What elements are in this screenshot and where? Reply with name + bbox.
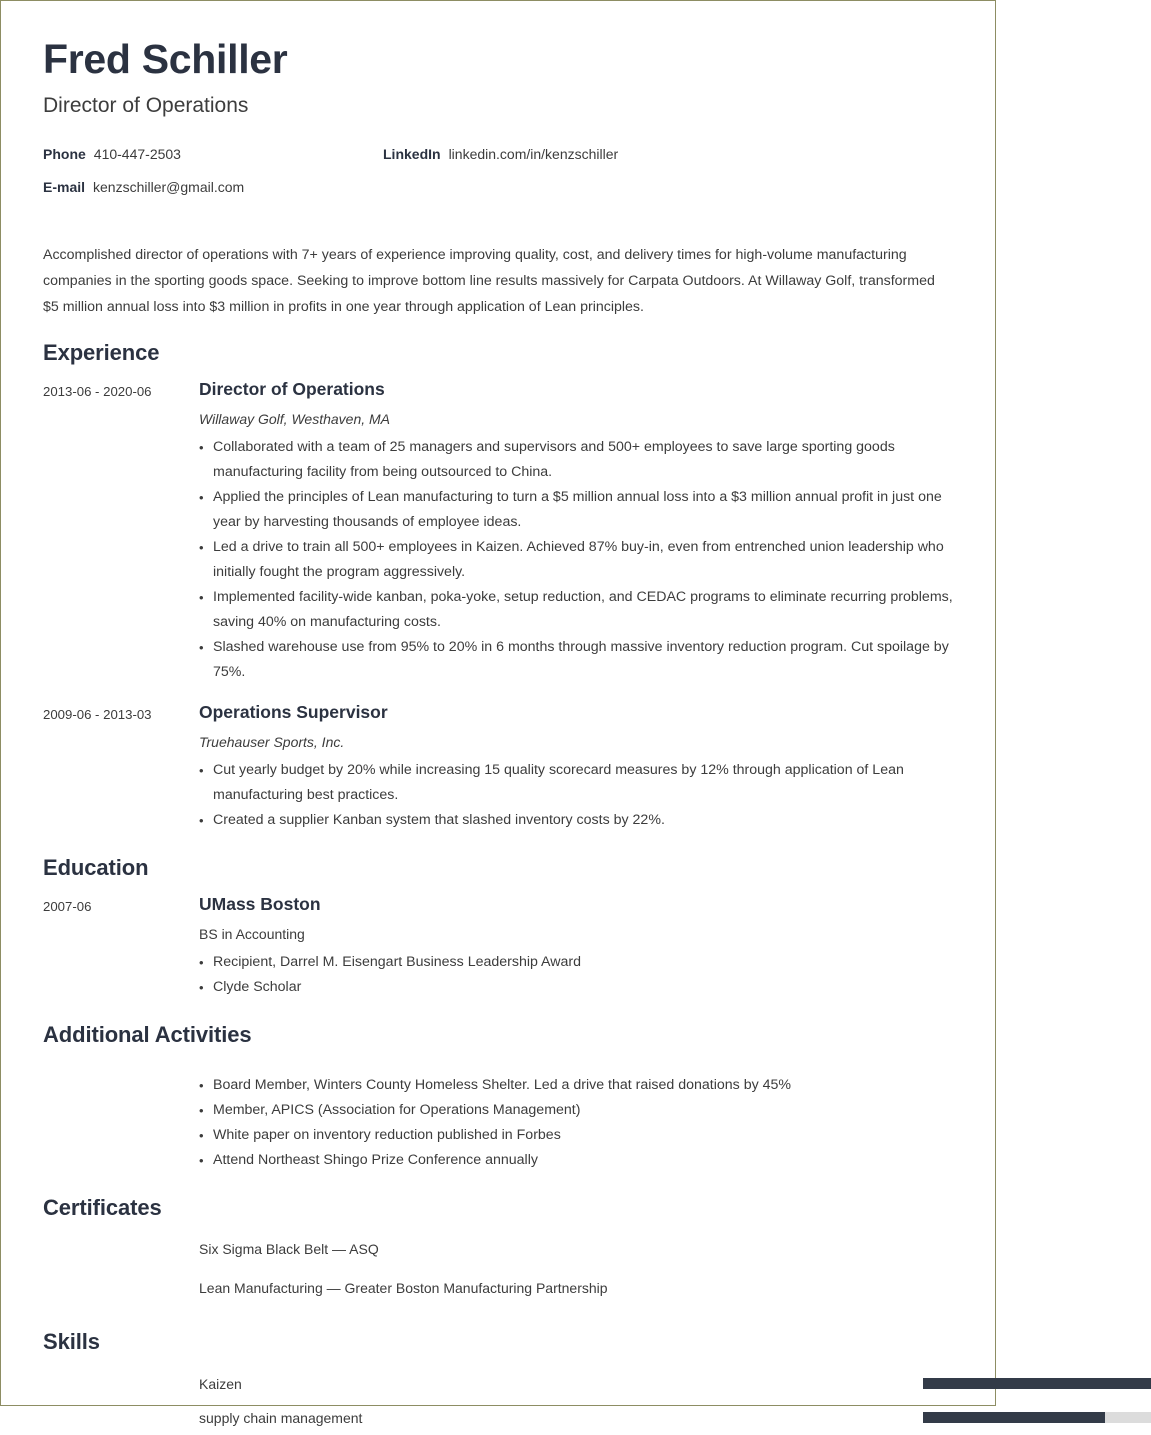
contact-phone-value: 410-447-2503: [93, 146, 181, 163]
section-title-skills: Skills: [43, 1329, 100, 1355]
contact-email-value[interactable]: kenzschiller@gmail.com: [93, 179, 245, 196]
experience-entry-body: [199, 701, 953, 833]
skill-rating-fill: [923, 1412, 1105, 1423]
section-activities: [43, 1022, 953, 1173]
list-item: • Collaborated with a team of 25 managers and supervisors and 500+ employees to save large sporting goods manufacturing facility from being outsourced to China.: [199, 435, 953, 485]
education-entry: [43, 893, 953, 1000]
experience-entry-dates: 2009-06 - 2013-03: [43, 707, 152, 723]
contact-email[interactable]: [43, 179, 383, 195]
experience-entry-role: Director of Operations: [199, 379, 385, 400]
skill-rating-track: [923, 1378, 1151, 1389]
skill-label: Kaizen: [199, 1376, 242, 1393]
section-certificates: [43, 1195, 953, 1317]
experience-entry-bullets: [199, 435, 953, 685]
list-item: • Slashed warehouse use from 95% to 20% in 6 months through massive inventory reduction program. Cut spoilage by 75%.: [199, 635, 953, 685]
section-title-experience: Experience: [43, 340, 160, 366]
contact-email-label: E-mail: [43, 179, 86, 196]
list-item: • Led a drive to train all 500+ employees in Kaizen. Achieved 87% buy-in, even from entrenched union leadership who initially fought the program aggressively.: [199, 535, 953, 585]
skill-rating-track: [923, 1412, 1151, 1423]
contact-phone-label: Phone: [43, 146, 86, 163]
contact-row-2: [43, 179, 953, 212]
list-item: • Clyde Scholar: [199, 975, 953, 1000]
contact-row-1: [43, 146, 953, 179]
skills-entry: [43, 1367, 953, 1435]
experience-entry-company: Truehauser Sports, Inc.: [199, 734, 345, 751]
section-title-activities: Additional Activities: [43, 1022, 252, 1048]
experience-entry-bullets: [199, 758, 953, 833]
list-item: • Attend Northeast Shingo Prize Conference annually: [199, 1148, 953, 1173]
experience-entry-company: Willaway Golf, Westhaven, MA: [199, 411, 391, 428]
list-item: • White paper on inventory reduction published in Forbes: [199, 1123, 953, 1148]
resume-sheet: [1, 1, 995, 1427]
experience-entry: [43, 701, 953, 833]
education-entry-degree: BS in Accounting: [199, 926, 305, 943]
skills-body: [199, 1367, 953, 1435]
certificates-body: [199, 1233, 953, 1317]
certificates-entry: [43, 1233, 953, 1317]
skill-row: [199, 1367, 953, 1401]
list-item: • Cut yearly budget by 20% while increasing 15 quality scorecard measures by 12% through application of Lean manufacturing best practices.: [199, 758, 953, 808]
list-item: • Applied the principles of Lean manufacturing to turn a $5 million annual loss into a $3 million annual profit in just one year by harvesting thousands of employee ideas.: [199, 485, 953, 535]
section-skills: [43, 1329, 953, 1435]
contact-linkedin-label: LinkedIn: [383, 146, 441, 163]
certificate-item: Six Sigma Black Belt — ASQ: [199, 1241, 379, 1258]
list-item: • Recipient, Darrel M. Eisengart Business Leadership Award: [199, 950, 953, 975]
section-title-certificates: Certificates: [43, 1195, 162, 1221]
education-entry-school: UMass Boston: [199, 894, 321, 915]
skill-label: supply chain management: [199, 1410, 363, 1427]
list-item: • Member, APICS (Association for Operations Management): [199, 1098, 953, 1123]
section-title-education: Education: [43, 855, 149, 881]
activities-spacer: [43, 1060, 199, 1065]
professional-summary: Accomplished director of operations with 7+ years of experience improving quality, cost, and delivery times for high-volume manufacturing companies in the sporting goods space. Seeking to improve bottom line results massively for Carpata Outdoors. At Willaway Golf, transformed $5 million annual loss into $3 million in profits in one year through application of Lean principles.: [43, 247, 935, 316]
list-item: • Board Member, Winters County Homeless Shelter. Led a drive that raised donations by 45%: [199, 1073, 953, 1098]
certificates-spacer: [43, 1233, 199, 1238]
activities-bullets: [199, 1073, 953, 1173]
contact-phone: [43, 146, 383, 162]
contact-linkedin[interactable]: [383, 146, 618, 162]
skill-rating-fill: [923, 1378, 1151, 1389]
section-education: [43, 855, 953, 1000]
contact-linkedin-value[interactable]: linkedin.com/in/kenzschiller: [448, 146, 619, 163]
education-entry-body: [199, 893, 953, 1000]
education-entry-bullets: [199, 950, 953, 1000]
education-entry-dates: 2007-06: [43, 899, 92, 915]
list-item: • Created a supplier Kanban system that slashed inventory costs by 22%.: [199, 808, 953, 833]
activities-entry: [43, 1060, 953, 1173]
certificate-item: Lean Manufacturing — Greater Boston Manufacturing Partnership: [199, 1279, 608, 1296]
skills-spacer: [43, 1367, 199, 1372]
contact-block: [43, 146, 953, 212]
candidate-name: Fred Schiller: [43, 36, 288, 82]
experience-entry-role: Operations Supervisor: [199, 702, 388, 723]
section-experience: [43, 340, 953, 833]
activities-body: [199, 1060, 953, 1173]
list-item: • Implemented facility-wide kanban, poka-yoke, setup reduction, and CEDAC programs to eliminate recurring problems, saving 40% on manufacturing costs.: [199, 585, 953, 635]
skill-row: [199, 1401, 953, 1435]
experience-entry: [43, 378, 953, 685]
candidate-job-title: Director of Operations: [43, 94, 249, 118]
experience-entry-body: [199, 378, 953, 685]
experience-entry-dates: 2013-06 - 2020-06: [43, 384, 152, 400]
resume-header: [43, 37, 953, 212]
